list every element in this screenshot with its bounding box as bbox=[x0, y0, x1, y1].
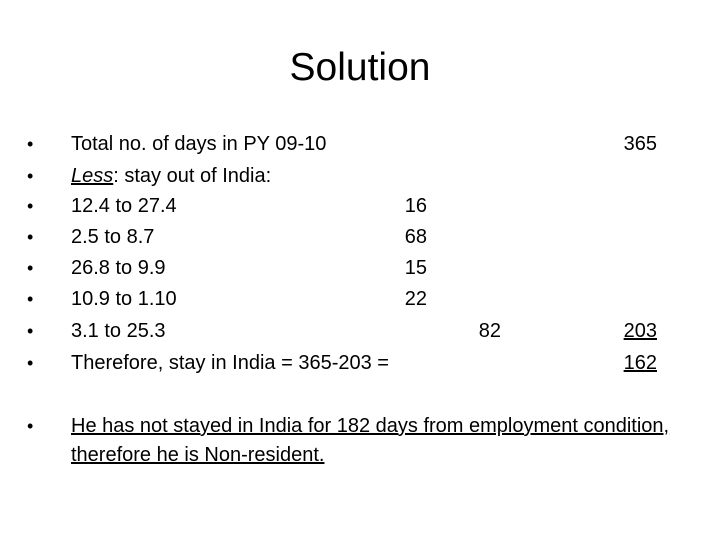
conclusion-note bbox=[0, 412, 720, 472]
list-item bbox=[0, 283, 720, 315]
item-label: Therefore, stay in India = 365-203 = bbox=[71, 352, 389, 374]
value-col3: 162 bbox=[623, 352, 657, 374]
bullet-icon: • bbox=[27, 134, 34, 154]
list-item bbox=[0, 160, 720, 192]
list-item bbox=[0, 221, 720, 253]
bullet-icon: • bbox=[27, 258, 34, 278]
value-col1: 68 bbox=[404, 226, 427, 248]
value-col1: 22 bbox=[404, 288, 427, 310]
list-item bbox=[0, 190, 720, 222]
value-col1: 16 bbox=[404, 195, 427, 217]
bullet-icon: • bbox=[27, 289, 34, 309]
item-label: 10.9 to 1.10 bbox=[71, 288, 177, 310]
item-label-rest: : stay out of India: bbox=[113, 165, 272, 187]
list-item bbox=[0, 128, 720, 160]
item-label: 3.1 to 25.3 bbox=[71, 320, 166, 342]
value-col2: 82 bbox=[478, 320, 501, 342]
conclusion-text: He has not stayed in India for 182 days from employment condition, therefore he is Non-resident. bbox=[71, 415, 670, 466]
item-label-prefix: Less bbox=[71, 165, 114, 187]
bullet-icon: • bbox=[27, 416, 34, 436]
list-item bbox=[0, 347, 720, 379]
slide-title: Solution bbox=[289, 46, 431, 89]
list-item bbox=[0, 315, 720, 347]
item-label: 12.4 to 27.4 bbox=[71, 195, 177, 217]
bullet-icon: • bbox=[27, 227, 34, 247]
item-label bbox=[71, 160, 271, 192]
item-label: 2.5 to 8.7 bbox=[71, 226, 155, 248]
item-label: 26.8 to 9.9 bbox=[71, 257, 166, 279]
value-col3: 365 bbox=[623, 133, 657, 155]
bullet-icon: • bbox=[27, 321, 34, 341]
value-col3: 203 bbox=[623, 320, 657, 342]
item-label: Total no. of days in PY 09-10 bbox=[71, 133, 327, 155]
value-col1: 15 bbox=[404, 257, 427, 279]
bullet-icon: • bbox=[27, 166, 34, 186]
bullet-icon: • bbox=[27, 353, 34, 373]
list-item bbox=[0, 252, 720, 284]
bullet-icon: • bbox=[27, 196, 34, 216]
